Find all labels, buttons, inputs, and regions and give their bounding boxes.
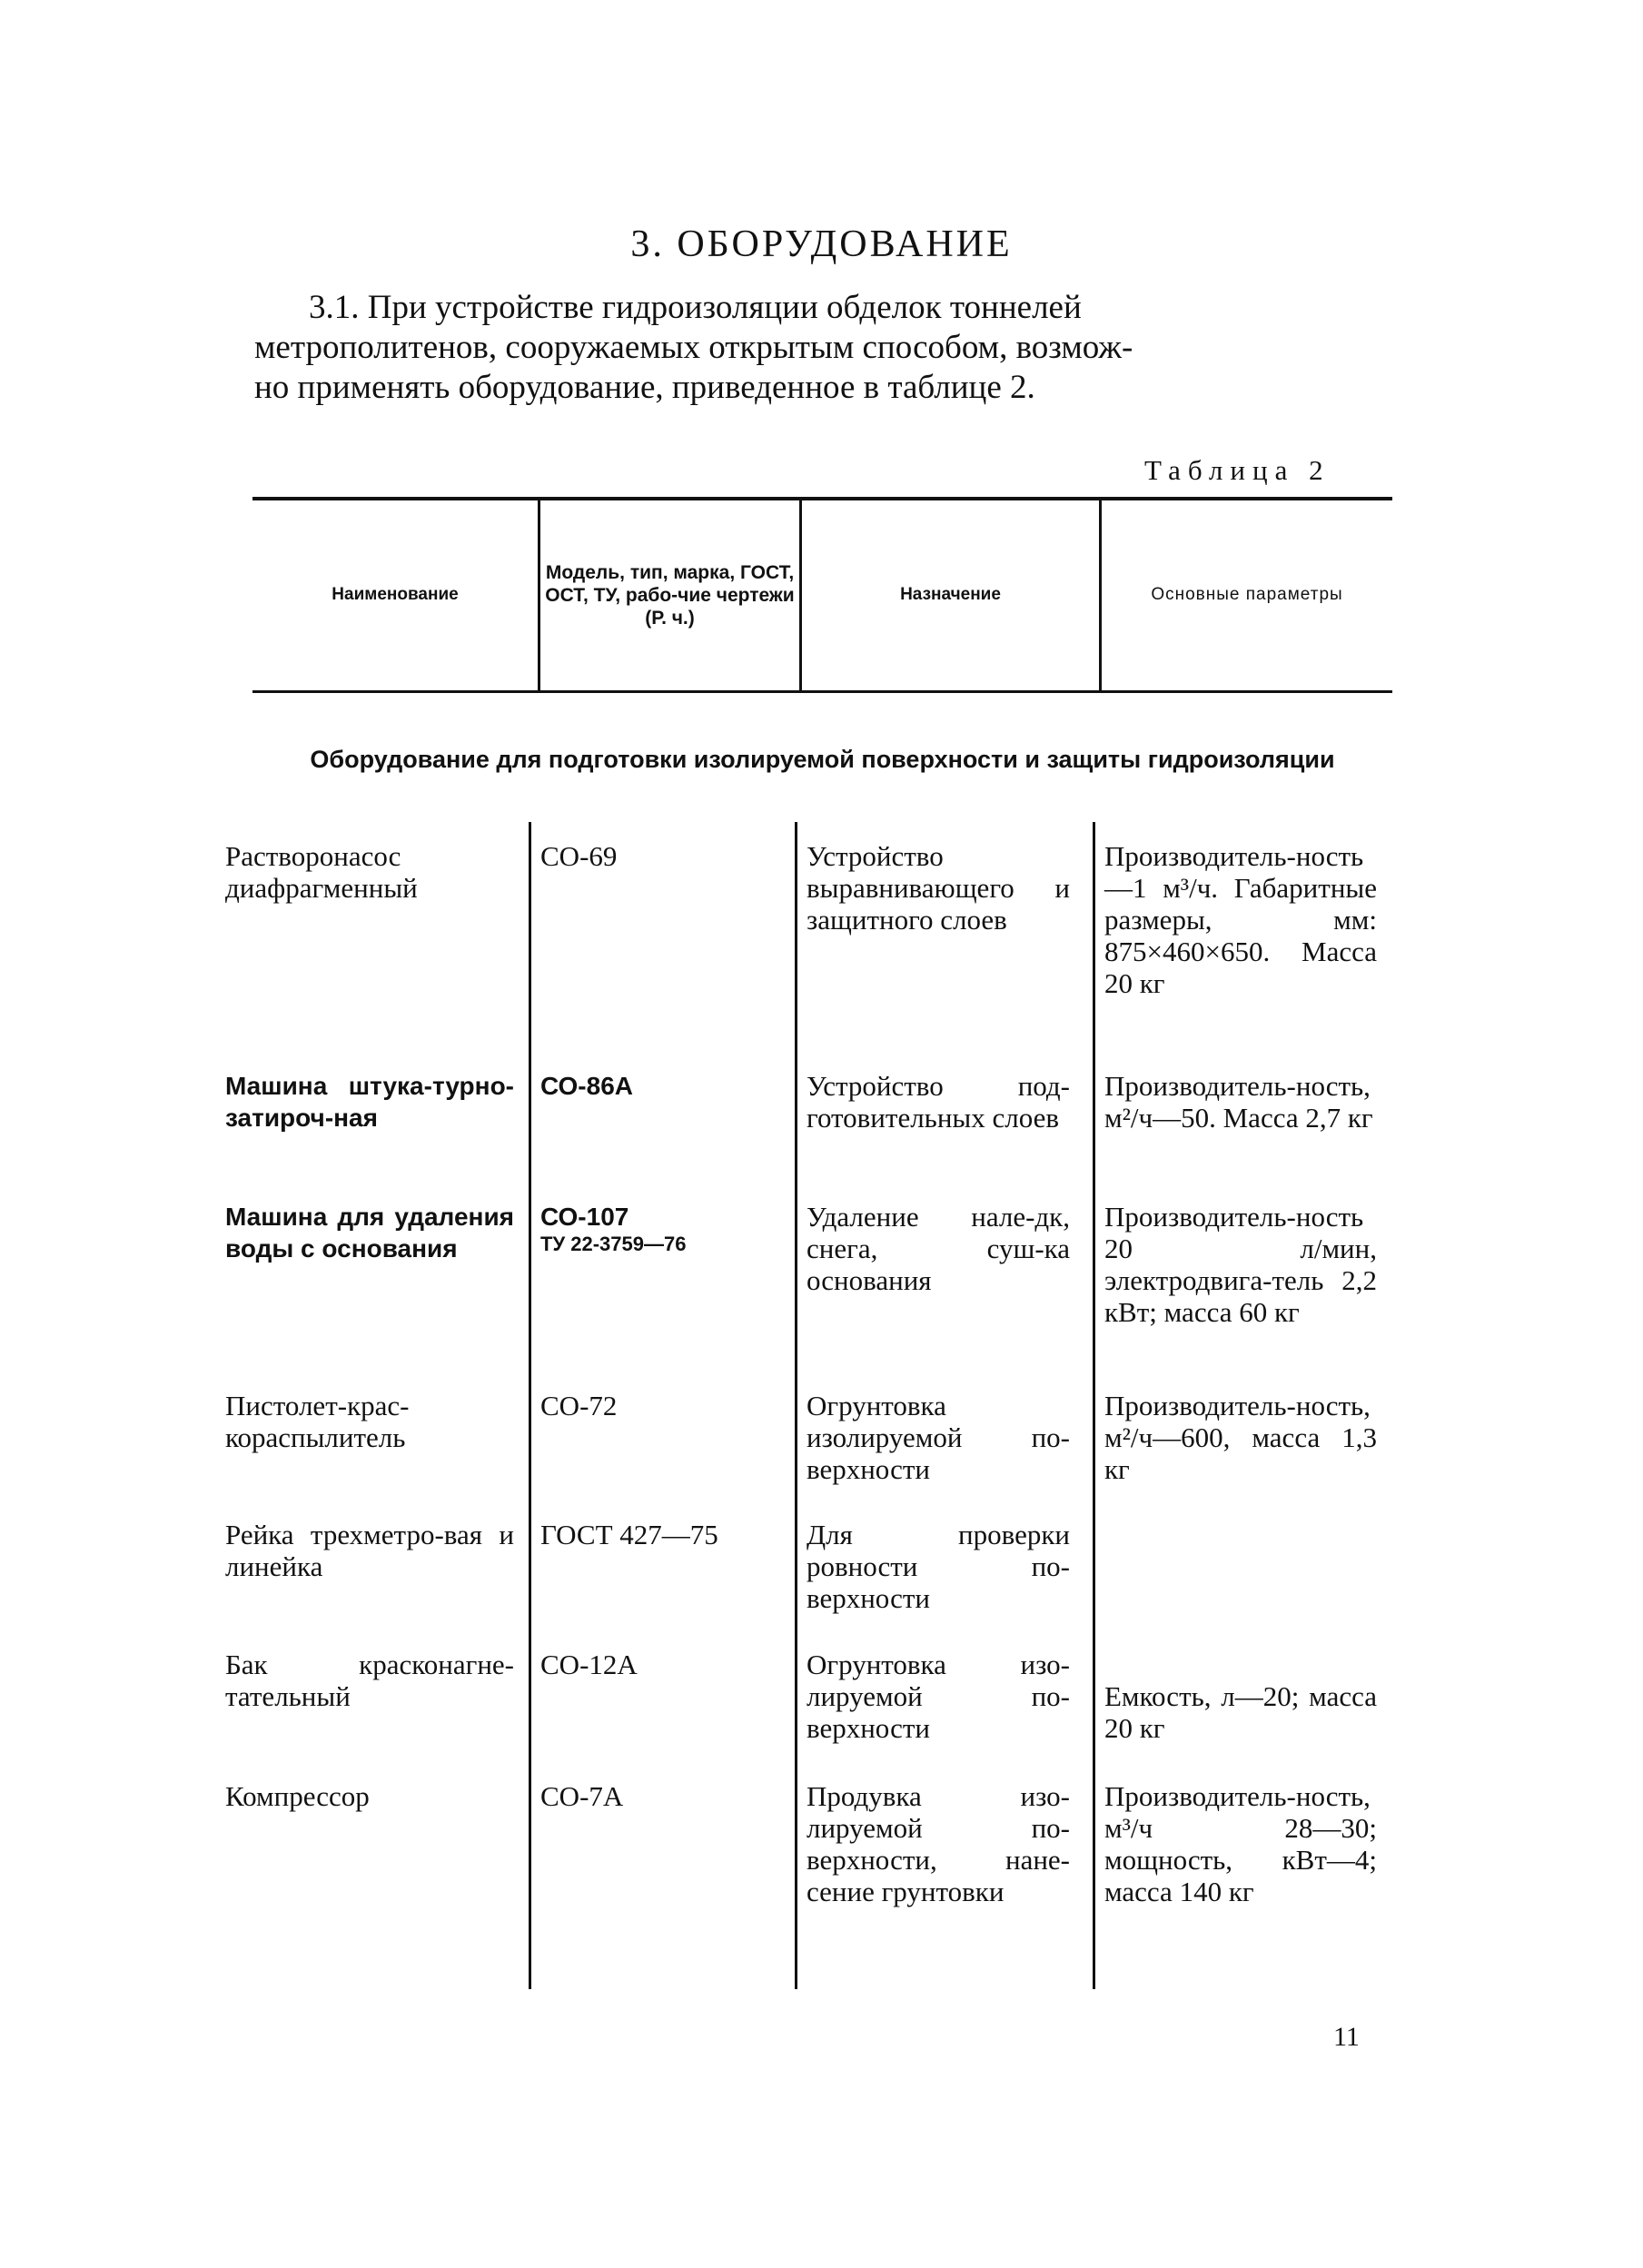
body-column-divider <box>529 822 531 1989</box>
row-model <box>540 1390 786 1421</box>
row-model-main: ГОСТ 427—75 <box>540 1519 718 1550</box>
row-params: Производитель-ность, м³/ч 28—30; мощность, кВт—4; масса 140 кг <box>1104 1780 1377 1907</box>
table-section-title: Оборудование для подготовки изолируемой поверхности и защиты гидроизоляции <box>310 746 1335 773</box>
header-model <box>540 500 799 690</box>
row-model-spec: ТУ 22-3759—76 <box>540 1233 687 1255</box>
row-name: Компрессор <box>225 1780 370 1812</box>
row-params: Производитель-ность, м²/ч—50. Масса 2,7 кг <box>1104 1070 1373 1134</box>
header-name <box>252 500 538 690</box>
row-params: Производитель-ность 20 л/мин, электродвига-тель 2,2 кВт; масса 60 кг <box>1104 1201 1377 1328</box>
row-name: Бак красконагне-тательный <box>225 1649 514 1712</box>
paragraph-line-2: метрополитенов, сооружаемых открытым способом, возмож- <box>254 329 1133 366</box>
row-model-main: СО-72 <box>540 1390 618 1421</box>
row-model <box>540 1649 786 1680</box>
row-model <box>540 1201 786 1256</box>
row-model <box>540 1070 786 1102</box>
row-name: Пистолет-крас-кораспылитель <box>225 1390 410 1453</box>
row-model-main: СО-7А <box>540 1780 624 1812</box>
row-model <box>540 1519 786 1550</box>
row-model-main: СО-107 <box>540 1203 629 1231</box>
header-purpose-text: Назначение <box>900 585 1001 605</box>
row-purpose: Устройство выравнивающего и защитного слоев <box>807 840 1070 936</box>
header-params-text: Основные параметры <box>1151 585 1343 605</box>
row-purpose: Огрунтовка изолируемой по-верхности <box>807 1390 1070 1485</box>
paragraph-line-1: 3.1. При устройстве гидроизоляции обделок тоннелей <box>309 289 1082 326</box>
section-heading: 3. ОБОРУДОВАНИЕ <box>630 223 1013 265</box>
header-params <box>1102 500 1392 690</box>
body-column-divider <box>1093 822 1095 1989</box>
row-model-main: СО-86А <box>540 1072 633 1100</box>
row-params: Емкость, л—20; масса 20 кг <box>1104 1680 1377 1744</box>
row-purpose: Удаление нале-дк, снега, суш-ка основания <box>807 1201 1070 1296</box>
row-model-main: СО-12А <box>540 1649 638 1680</box>
row-name: Машина штука-турно-затироч-ная <box>225 1072 514 1132</box>
row-purpose: Устройство под-готовительных слоев <box>807 1070 1070 1134</box>
row-purpose: Продувка изо-лируемой по-верхности, нане-сение грунтовки <box>807 1780 1070 1907</box>
table-caption: Таблица 2 <box>1144 454 1331 486</box>
row-model <box>540 1780 786 1812</box>
header-name-text: Наименование <box>332 585 459 605</box>
header-model-text: Модель, тип, марка, ГОСТ, ОСТ, ТУ, рабо-чие чертежи (Р. ч.) <box>545 561 795 629</box>
row-params: Производитель-ность—1 м³/ч. Габаритные размеры, мм: 875×460×650. Масса 20 кг <box>1104 840 1377 999</box>
row-name: Рейка трехметро-вая и линейка <box>225 1519 514 1582</box>
row-model <box>540 840 786 872</box>
row-model-main: СО-69 <box>540 840 618 872</box>
page-number: 11 <box>1333 2022 1360 2052</box>
row-name: Машина для удаления воды с основания <box>225 1203 514 1263</box>
row-purpose: Огрунтовка изо-лируемой по-верхности <box>807 1649 1070 1744</box>
row-purpose: Для проверки ровности по-верхности <box>807 1519 1070 1614</box>
header-purpose <box>802 500 1099 690</box>
paragraph-line-3: но применять оборудование, приведенное в таблице 2. <box>254 369 1035 406</box>
body-column-divider <box>795 822 797 1989</box>
row-params: Производитель-ность, м²/ч—600, масса 1,3 кг <box>1104 1390 1377 1485</box>
row-name: Растворонасос диафрагменный <box>225 840 418 904</box>
table-header-bottom-rule <box>252 690 1392 693</box>
